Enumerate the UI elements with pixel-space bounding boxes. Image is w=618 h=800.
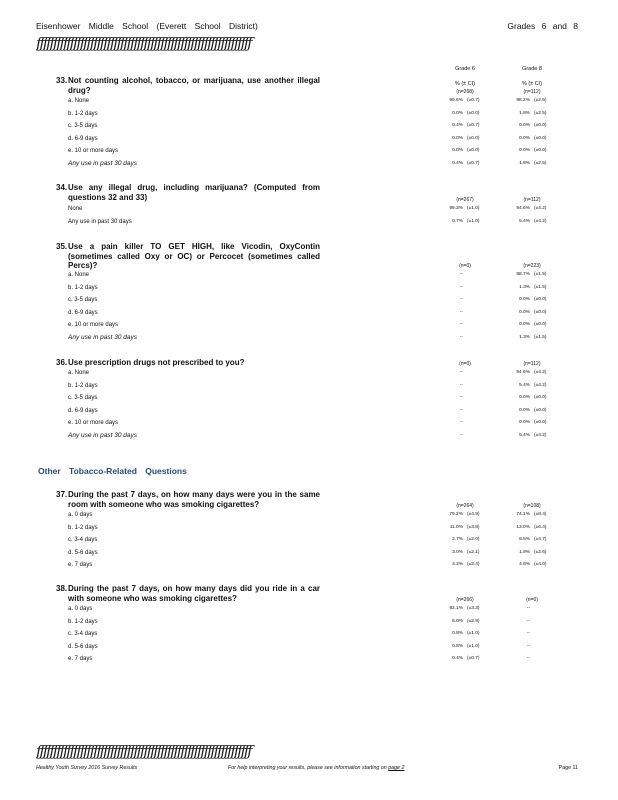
grade8-ci: (±6.4) (534, 524, 547, 530)
grade8-ci: (±0.0) (534, 395, 547, 401)
grade6-percent: 0.7% (452, 218, 463, 224)
question-text: Use a pain killer TO GET HIGH, like Vicodin, OxyContin (sometimes called Oxy or OC) or Percocet (sometimes called Percs)? (68, 242, 320, 270)
grade8-percent: 4.6% (519, 562, 530, 568)
grade6-percent: 0.0% (452, 148, 463, 154)
sample-size-grade6: (n=267) (456, 197, 474, 203)
col-header-grade6: Grade 6 (455, 66, 475, 72)
response-row (68, 334, 568, 346)
response-label: e. 7 days (68, 656, 93, 663)
grade8-ci: (±2.6) (534, 549, 547, 555)
response-row (68, 561, 568, 573)
response-label: e. 10 or more days (68, 420, 119, 427)
sample-size-grade8: (n=112) (523, 89, 541, 95)
response-label: b. 1-2 days (68, 110, 98, 117)
response-label: d. 6-9 days (68, 407, 98, 414)
grade6-percent: 11.0% (449, 524, 463, 530)
footer-page-number: Page 11 (558, 765, 578, 771)
grade8-percent: 5.4% (519, 218, 530, 224)
response-row (68, 147, 568, 159)
response-row (68, 218, 568, 230)
question-number: 36. (56, 358, 68, 367)
grade8-percent: 1.9% (519, 549, 530, 555)
response-row (68, 309, 568, 321)
response-label: b. 1-2 days (68, 382, 98, 389)
footer-middle-text: For help interpreting your results, please see information starting on (228, 765, 387, 771)
col-header-grade8: Grade 8 (522, 66, 542, 72)
grade6-percent: 0.0% (452, 110, 463, 116)
grade6-ci: (±2.1) (467, 549, 480, 555)
grade6-ci: (±3.8) (467, 524, 480, 530)
response-label: b. 1-2 days (68, 284, 98, 291)
grade6-ci: (±0.7) (467, 98, 480, 103)
grade8-percent: 98.7% (516, 272, 530, 277)
response-row (68, 432, 568, 444)
response-label: e. 10 or more days (68, 322, 119, 329)
grade6-ci: (±1.0) (467, 643, 480, 649)
grade8-ci: (±0.0) (534, 135, 547, 141)
grade6-percent: -- (459, 370, 463, 375)
grade6-percent: -- (459, 395, 463, 401)
grade8-ci: (±0.0) (534, 148, 547, 154)
grade6-ci: (±1.0) (467, 206, 480, 211)
col-pct-grade6: % (± CI) (454, 81, 476, 87)
grade8-ci: (±0.0) (534, 322, 547, 328)
response-label: a. 0 days (68, 512, 93, 518)
grade8-ci: (±0.0) (534, 123, 547, 129)
grade8-percent: 0.0% (519, 395, 530, 401)
grade8-ci: (±2.5) (534, 98, 547, 103)
header-grades: Grades 6 and 8 (507, 21, 578, 31)
response-label: c. 3-5 days (68, 395, 98, 402)
response-label: a. None (68, 272, 90, 278)
grade6-percent: 0.4% (452, 123, 463, 129)
grade6-ci: (±2.4) (467, 562, 480, 568)
sample-size-grade6: (n=0) (459, 361, 471, 367)
grade8-percent: 6.5% (519, 537, 530, 543)
grade6-percent: -- (459, 433, 463, 438)
grade8-percent: -- (526, 606, 530, 611)
grade8-percent: 5.4% (519, 433, 530, 438)
grade8-ci: (±0.0) (534, 297, 547, 303)
response-row (68, 321, 568, 333)
grade8-ci: (±4.2) (534, 370, 547, 375)
grade6-percent: -- (459, 284, 463, 290)
grade6-percent: 0.4% (452, 656, 463, 662)
grade8-ci: (±1.5) (534, 335, 547, 340)
question-text: Use prescription drugs not prescribed to you? (68, 358, 245, 367)
response-label: Any use in past 30 days (68, 334, 138, 341)
col-pct-grade8: % (± CI) (521, 81, 543, 87)
grade8-percent: 0.0% (519, 148, 530, 154)
footer-middle (228, 765, 404, 771)
grade8-ci: (±2.5) (534, 110, 547, 116)
response-row (68, 655, 568, 667)
question-number: 38. (56, 584, 68, 593)
grade6-ci: (±2.9) (467, 618, 480, 624)
grade8-ci: (±1.5) (534, 284, 547, 290)
section-title: Other Tobacco-Related Questions (38, 466, 187, 476)
question-title (58, 490, 320, 509)
grade6-ci: (±3.3) (467, 606, 480, 611)
response-label: c. 3-4 days (68, 631, 98, 638)
grade8-ci: (±4.0) (534, 562, 547, 568)
response-row (68, 394, 568, 406)
grade6-percent: -- (459, 382, 463, 388)
response-row (68, 605, 568, 617)
response-label: c. 3-5 days (68, 297, 98, 304)
question-number: 35. (56, 242, 68, 251)
grade6-percent: 92.1% (449, 606, 463, 611)
grade6-percent: -- (459, 297, 463, 303)
grade8-ci: (±4.2) (534, 382, 547, 388)
grade8-percent: 0.0% (519, 309, 530, 315)
response-row (68, 419, 568, 431)
response-row (68, 110, 568, 122)
response-row (68, 205, 568, 217)
grade6-ci: (±4.9) (467, 512, 480, 517)
grade8-percent: 94.6% (516, 206, 530, 211)
response-row (68, 369, 568, 381)
grade8-ci: (±2.5) (534, 161, 547, 166)
grade8-percent: 94.6% (516, 370, 530, 375)
grade6-ci: (±0.0) (467, 135, 480, 141)
grade8-percent: 0.0% (519, 135, 530, 141)
response-label: c. 3-4 days (68, 537, 98, 544)
sample-size-grade6: (n=264) (456, 503, 474, 509)
grade6-percent: 3.0% (452, 549, 463, 555)
grade6-percent: 0.4% (452, 161, 463, 166)
grade6-ci: (±2.0) (467, 537, 480, 543)
grade6-percent: 99.6% (449, 98, 463, 103)
grade8-percent: 0.0% (519, 322, 530, 328)
grade6-percent: 99.3% (449, 206, 463, 211)
question-text: Not counting alcohol, tobacco, or marijuana, use another illegal drug? (68, 76, 320, 95)
grade8-percent: -- (526, 631, 530, 637)
sample-size-grade6: (n=268) (456, 89, 474, 95)
grade6-percent: -- (459, 335, 463, 340)
grade6-percent: -- (459, 309, 463, 315)
grade8-percent: 98.2% (516, 98, 530, 103)
sample-size-grade6: (n=266) (456, 597, 474, 603)
grade6-ci: (±0.0) (467, 148, 480, 154)
grade6-percent: -- (459, 420, 463, 426)
bottom-divider: ƒƒƒƒƒƒƒƒƒƒƒƒƒƒƒƒƒƒƒƒƒƒƒƒƒƒƒƒƒƒƒƒƒƒƒƒƒƒƒƒƒƒƒƒƒƒƒƒƒƒƒƒƒƒƒƒƒƒƒƒƒƒƒƒ (36, 742, 251, 760)
grade8-percent: -- (526, 643, 530, 649)
question-number: 33. (56, 76, 68, 85)
response-label: d. 5-6 days (68, 643, 98, 650)
sample-size-grade8: (n=112) (523, 361, 541, 367)
response-label: d. 6-9 days (68, 309, 98, 316)
response-row (68, 271, 568, 283)
response-label: a. None (68, 370, 90, 376)
grade8-ci: (±0.0) (534, 309, 547, 315)
grade6-ci: (±1.0) (467, 631, 480, 637)
response-label: a. 0 days (68, 606, 93, 612)
footer-page-link[interactable]: page 2 (388, 765, 405, 771)
sample-size-grade6: (n=0) (459, 263, 471, 269)
grade6-percent: 0.8% (452, 643, 463, 649)
response-row (68, 407, 568, 419)
grade8-percent: 0.0% (519, 420, 530, 426)
grade8-percent: 0.0% (519, 407, 530, 413)
footer-left: Healthy Youth Survey 2016 Survey Results (36, 765, 138, 771)
response-row (68, 630, 568, 642)
grade6-percent: -- (459, 322, 463, 328)
grade8-ci: (±4.2) (534, 218, 547, 224)
grade6-ci: (±0.0) (467, 110, 480, 116)
grade8-percent: 1.3% (519, 284, 530, 290)
grade6-percent: -- (459, 407, 463, 413)
grade8-percent: 74.1% (516, 512, 530, 517)
response-row (68, 549, 568, 561)
grade8-ci: (±0.0) (534, 407, 547, 413)
response-row (68, 135, 568, 147)
response-row (68, 536, 568, 548)
question-title (58, 358, 320, 368)
grade6-ci: (±1.0) (467, 218, 480, 224)
sample-size-grade8: (n=0) (526, 597, 538, 603)
grade6-percent: 79.2% (449, 512, 463, 517)
question-number: 34. (56, 183, 68, 192)
response-label: None (68, 206, 83, 212)
sample-size-grade8: (n=112) (523, 197, 541, 203)
question-text: During the past 7 days, on how many days were you in the same room with someone who was smoking cigarettes? (68, 490, 320, 509)
grade8-percent: 1.8% (519, 161, 530, 166)
grade8-percent: 1.3% (519, 335, 530, 340)
grade8-ci: (±1.5) (534, 272, 547, 277)
grade8-ci: (±4.2) (534, 433, 547, 438)
grade8-percent: -- (526, 656, 530, 662)
grade8-percent: 1.8% (519, 110, 530, 116)
question-title (58, 584, 320, 603)
response-row (68, 296, 568, 308)
response-row (68, 643, 568, 655)
grade8-ci: (±0.0) (534, 420, 547, 426)
grade8-ci: (±4.2) (534, 206, 547, 211)
top-divider: ƒƒƒƒƒƒƒƒƒƒƒƒƒƒƒƒƒƒƒƒƒƒƒƒƒƒƒƒƒƒƒƒƒƒƒƒƒƒƒƒƒƒƒƒƒƒƒƒƒƒƒƒƒƒƒƒƒƒƒƒƒƒƒƒ (36, 34, 251, 52)
grade6-ci: (±0.7) (467, 656, 480, 662)
sample-size-grade8: (n=108) (523, 503, 541, 509)
grade8-percent: 5.4% (519, 382, 530, 388)
response-row (68, 511, 568, 523)
response-row (68, 122, 568, 134)
question-text: Use any illegal drug, including marijuana? (Computed from questions 32 and 33) (68, 183, 320, 202)
response-label: Any use in past 30 days (68, 218, 132, 225)
response-label: d. 5-6 days (68, 549, 98, 556)
response-row (68, 382, 568, 394)
question-title (58, 183, 320, 202)
grade6-ci: (±0.7) (467, 123, 480, 129)
response-label: d. 6-9 days (68, 135, 98, 142)
grade6-ci: (±0.7) (467, 161, 480, 166)
response-row (68, 97, 568, 109)
response-label: b. 1-2 days (68, 524, 98, 531)
response-label: Any use in past 30 days (68, 432, 138, 439)
grade6-percent: 2.7% (452, 537, 463, 543)
grade8-percent: -- (526, 618, 530, 624)
response-label: e. 7 days (68, 562, 93, 569)
grade8-percent: 0.0% (519, 297, 530, 303)
grade8-percent: 13.0% (516, 524, 530, 530)
response-label: c. 3-5 days (68, 123, 98, 130)
header-school: Eisenhower Middle School (Everett School District) (36, 21, 258, 31)
grade8-ci: (±4.7) (534, 537, 547, 543)
grade6-percent: 0.0% (452, 135, 463, 141)
response-row (68, 524, 568, 536)
question-text: During the past 7 days, on how many days did you ride in a car with someone who was smoking cigarettes? (68, 584, 320, 603)
question-number: 37. (56, 490, 68, 499)
sample-size-grade8: (n=223) (523, 263, 541, 269)
question-title (58, 242, 320, 271)
response-label: a. None (68, 98, 90, 104)
response-label: e. 10 or more days (68, 148, 119, 155)
response-label: Any use in past 30 days (68, 160, 138, 167)
question-title (58, 76, 320, 95)
grade6-percent: 6.0% (452, 618, 463, 624)
grade6-percent: -- (459, 272, 463, 277)
grade6-percent: 4.2% (452, 562, 463, 568)
response-row (68, 284, 568, 296)
grade6-percent: 0.8% (452, 631, 463, 637)
grade8-percent: 0.0% (519, 123, 530, 129)
response-label: b. 1-2 days (68, 618, 98, 625)
response-row (68, 618, 568, 630)
grade8-ci: (±8.4) (534, 512, 547, 517)
response-row (68, 160, 568, 172)
